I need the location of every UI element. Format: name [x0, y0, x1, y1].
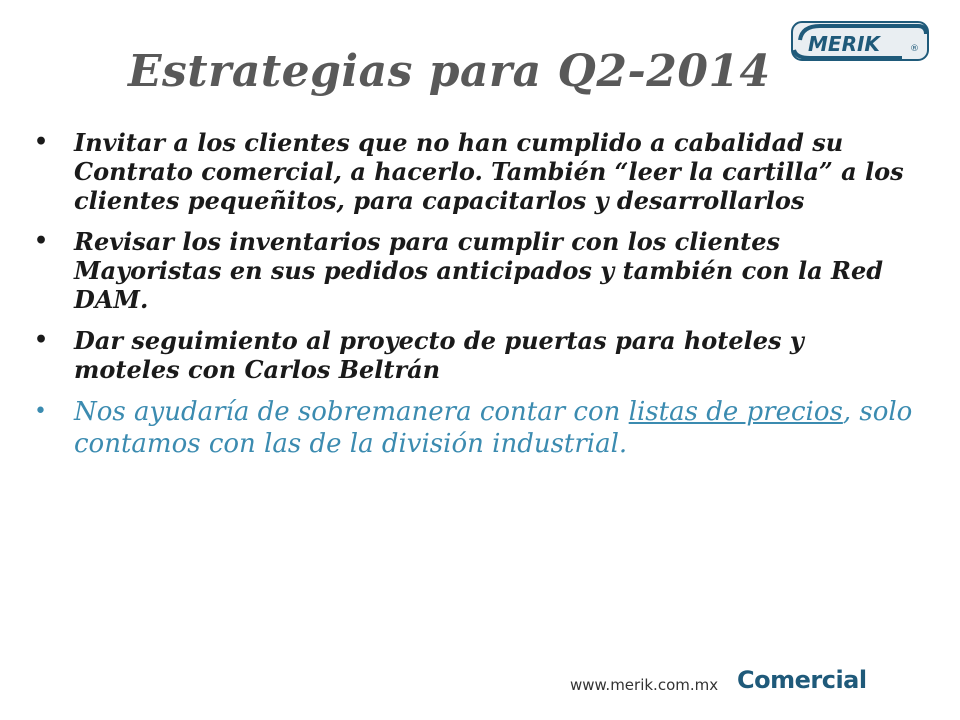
bullet-item-revisar: • Revisar los inventarios para cumplir con los clientes Mayoristas en sus pedidos anticipados y también con la Red DAM. [34, 227, 914, 314]
bullet-item-listas [34, 396, 914, 460]
footer-brand: Comercial [737, 666, 867, 694]
slide-title: Estrategias para Q2-2014 [128, 46, 771, 97]
logo-registered-mark: ® [910, 44, 919, 54]
bullet-item-invitar: • Invitar a los clientes que no han cumplido a cabalidad su Contrato comercial, a hacerlo. También “leer la cartilla” a los clientes pequeñitos, para capacitarlos y desarrollarlos [34, 128, 914, 215]
bullet-list [34, 128, 914, 472]
price-list-link[interactable]: listas de precios [628, 397, 843, 427]
bullet-item-seguimiento: • Dar seguimiento al proyecto de puertas para hoteles y moteles con Carlos Beltrán [34, 326, 914, 384]
bullet-text-after: , solo contamos con las de la división industrial. [74, 397, 913, 459]
logo-text: MERIK [808, 32, 880, 56]
merik-logo [790, 20, 930, 62]
footer-website[interactable]: www.merik.com.mx [570, 676, 719, 694]
bullet-text-before: Nos ayudaría de sobremanera contar con [74, 397, 629, 427]
